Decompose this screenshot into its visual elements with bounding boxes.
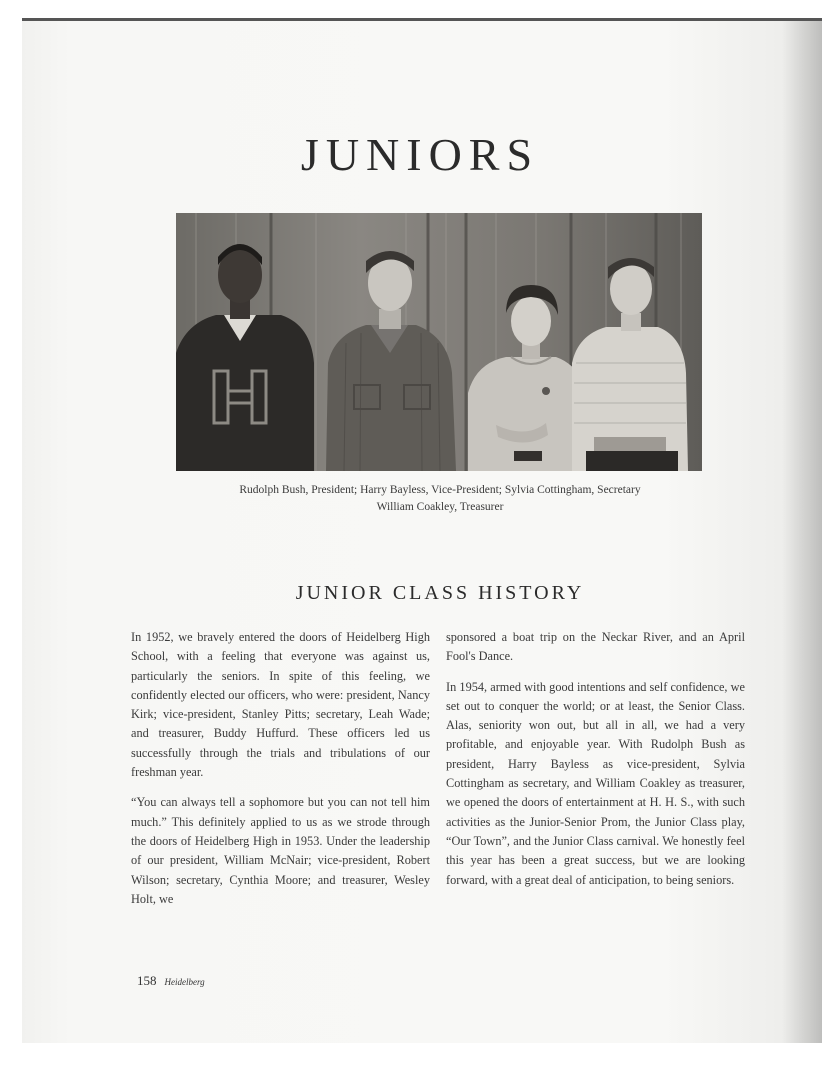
photo-caption bbox=[160, 482, 720, 516]
caption-line-2: William Coakley, Treasurer bbox=[376, 501, 504, 513]
history-paragraph: In 1954, armed with good intentions and self confidence, we set out to conquer the world; or at least, the Senior Class. Alas, seniority won out, but all in all, we had a very profitable, and enjoyable year. With Rudolph Bush as president, Harry Bayless as vice-president, Sylvia Cottingham as secretary, and William Coakley as treasurer, we opened the doors of entertainment at H. H. S., with such activities as the Junior-Senior Prom, the Junior Class play, “Our Town”, and the Junior Class carnival. We honestly feel this year has been a great success, but we are looking forward, with a great deal of anticipation, to being seniors. bbox=[446, 679, 745, 887]
officers-photo-illustration bbox=[176, 213, 702, 471]
page-footer bbox=[137, 973, 205, 989]
history-column-left bbox=[131, 628, 430, 920]
history-paragraph: “You can always tell a sophomore but you can not tell him much.” This definitely applied to us as we strode through the doors of Heidelberg High in 1953. Under the leadership of our president, William McNair; vice-president, Robert Wilson; secretary, Cynthia Moore; and treasurer, Wesley Holt, we bbox=[131, 795, 430, 906]
history-paragraph: In 1952, we bravely entered the doors of Heidelberg High School, with a feeling that everyone was against us, particularly the seniors. In spite of this feeling, we confidently elected our officers, who were: president, Nancy Kirk; vice-president, Stanley Pitts; secretary, Leah Wade; and treasurer, Buddy Huffurd. These officers led us successfully through the trials and tribulations of our freshman year. bbox=[131, 630, 430, 780]
history-column-right bbox=[446, 628, 745, 901]
page-number: 158 bbox=[137, 973, 157, 988]
class-officers-photo bbox=[176, 213, 702, 471]
page-title: JUNIORS bbox=[300, 129, 540, 180]
history-paragraph: sponsored a boat trip on the Neckar River, and an April Fool's Dance. bbox=[446, 630, 745, 664]
section-heading: JUNIOR CLASS HISTORY bbox=[295, 582, 585, 604]
publication-name: Heidelberg bbox=[164, 977, 205, 987]
caption-line-1: Rudolph Bush, President; Harry Bayless, Vice-President; Sylvia Cottingham, Secretary bbox=[239, 484, 641, 496]
